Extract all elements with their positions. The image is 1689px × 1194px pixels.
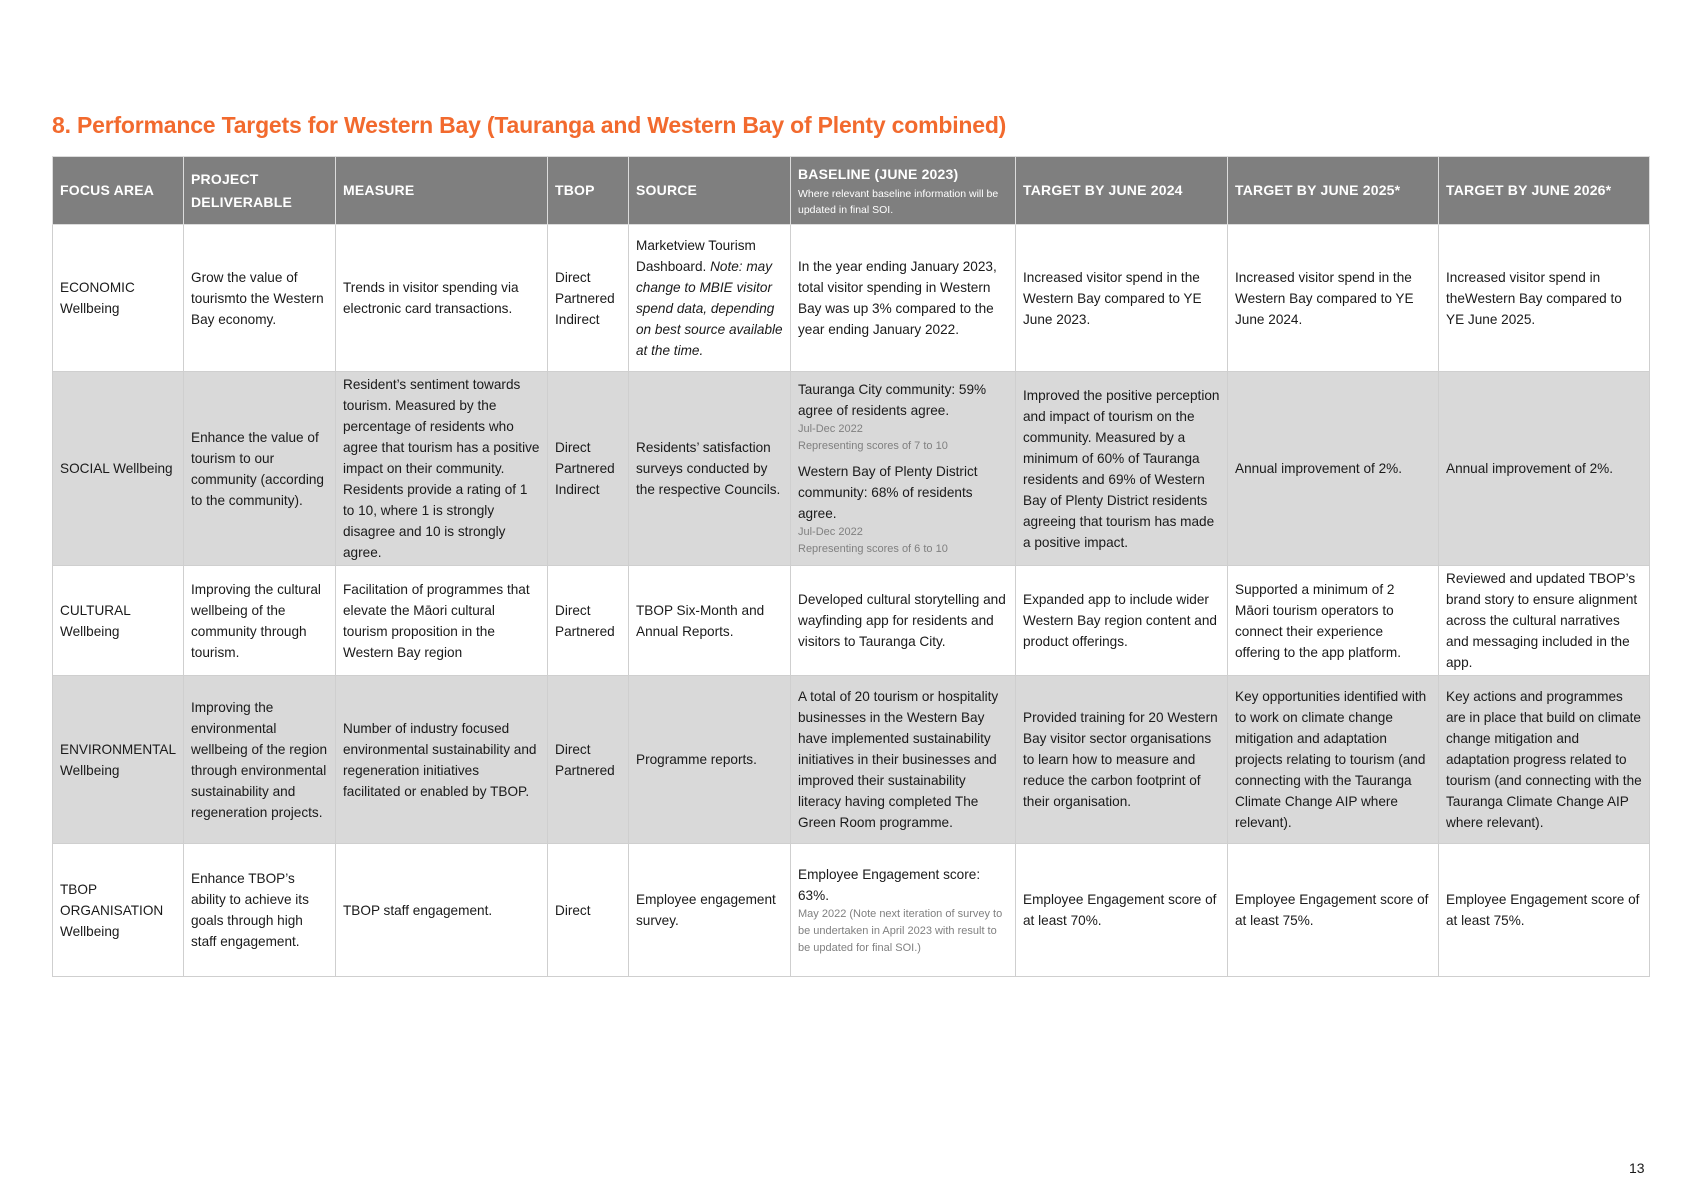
cell-target-2024: Increased visitor spend in the Western Bay compared to YE June 2023.	[1016, 225, 1228, 372]
cell-tbop: Direct Partnered Indirect	[548, 372, 629, 566]
cell-target-2026: Reviewed and updated TBOP’s brand story to ensure alignment across the cultural narratives and messaging included in the app.	[1439, 566, 1650, 676]
header-baseline-title: BASELINE (JUNE 2023)	[798, 166, 959, 182]
page-number: 13	[1629, 1160, 1645, 1176]
cell-target-2025: Increased visitor spend in the Western Bay compared to YE June 2024.	[1228, 225, 1439, 372]
header-target-2025: TARGET BY JUNE 2025*	[1228, 157, 1439, 225]
cell-source	[629, 225, 791, 372]
cell-source: Employee engagement survey.	[629, 844, 791, 977]
cell-tbop: Direct Partnered Indirect	[548, 225, 629, 372]
performance-targets-table	[52, 156, 1650, 977]
cell-target-2025: Annual improvement of 2%.	[1228, 372, 1439, 566]
cell-focus-area: ENVIRONMENTAL Wellbeing	[53, 676, 184, 844]
baseline-wbop: Western Bay of Plenty District community: 68% of residents agree.	[798, 464, 978, 521]
cell-baseline: In the year ending January 2023, total visitor spending in Western Bay was up 3% compared to the year ending January 2022.	[791, 225, 1016, 372]
cell-source: TBOP Six-Month and Annual Reports.	[629, 566, 791, 676]
header-source: SOURCE	[629, 157, 791, 225]
cell-baseline	[791, 372, 1016, 566]
cell-project-deliverable: Improving the environmental wellbeing of the region through environmental sustainability and regeneration projects.	[184, 676, 336, 844]
header-target-2026: TARGET BY JUNE 2026*	[1439, 157, 1650, 225]
baseline-wbop-period: Jul-Dec 2022	[798, 526, 863, 538]
header-target-2024: TARGET BY JUNE 2024	[1016, 157, 1228, 225]
cell-baseline: A total of 20 tourism or hospitality businesses in the Western Bay have implemented sustainability initiatives in their businesses and improved their sustainability literacy having completed The Green Room programme.	[791, 676, 1016, 844]
cell-target-2026: Key actions and programmes are in place that build on climate change mitigation and adaptation progress related to tourism (and connecting with the Tauranga Climate Change AIP where relevant).	[1439, 676, 1650, 844]
cell-baseline	[791, 844, 1016, 977]
header-baseline	[791, 157, 1016, 225]
cell-target-2026: Annual improvement of 2%.	[1439, 372, 1650, 566]
table-row-environmental	[53, 676, 1650, 844]
header-tbop: TBOP	[548, 157, 629, 225]
cell-target-2026: Employee Engagement score of at least 75%.	[1439, 844, 1650, 977]
cell-focus-area: ECONOMIC Wellbeing	[53, 225, 184, 372]
table-row-cultural	[53, 566, 1650, 676]
table-row-organisation	[53, 844, 1650, 977]
cell-focus-area: SOCIAL Wellbeing	[53, 372, 184, 566]
cell-baseline: Developed cultural storytelling and wayfinding app for residents and visitors to Tauranga City.	[791, 566, 1016, 676]
baseline-tauranga: Tauranga City community: 59% agree of residents agree.	[798, 382, 987, 418]
cell-measure: Trends in visitor spending via electronic card transactions.	[336, 225, 548, 372]
cell-measure: TBOP staff engagement.	[336, 844, 548, 977]
cell-project-deliverable: Enhance TBOP’s ability to achieve its goals through high staff engagement.	[184, 844, 336, 977]
cell-target-2024: Employee Engagement score of at least 70%.	[1016, 844, 1228, 977]
cell-measure: Resident’s sentiment towards tourism. Measured by the percentage of residents who agree that tourism has a positive impact on their community. Residents provide a rating of 1 to 10, where 1 is strongly disagree and 10 is strongly agree.	[336, 372, 548, 566]
cell-focus-area: CULTURAL Wellbeing	[53, 566, 184, 676]
header-row	[53, 157, 1650, 225]
cell-tbop: Direct	[548, 844, 629, 977]
cell-target-2024: Expanded app to include wider Western Bay region content and product offerings.	[1016, 566, 1228, 676]
table-row-social	[53, 372, 1650, 566]
header-focus-area: FOCUS AREA	[53, 157, 184, 225]
cell-target-2025: Key opportunities identified with to work on climate change mitigation and adaptation projects relating to tourism (and connecting with the Tauranga Climate Change AIP where relevant).	[1228, 676, 1439, 844]
cell-project-deliverable: Improving the cultural wellbeing of the community through tourism.	[184, 566, 336, 676]
cell-tbop: Direct Partnered	[548, 566, 629, 676]
cell-target-2024: Improved the positive perception and impact of tourism on the community. Measured by a minimum of 60% of Tauranga residents and 69% of Western Bay of Plenty District residents agreeing that tourism has made a positive impact.	[1016, 372, 1228, 566]
cell-measure: Facilitation of programmes that elevate the Māori cultural tourism proposition in the Western Bay region	[336, 566, 548, 676]
source-note: Note: may change to MBIE visitor spend data, depending on best source available at the time.	[636, 259, 783, 358]
cell-project-deliverable: Enhance the value of tourism to our community (according to the community).	[184, 372, 336, 566]
cell-target-2026: Increased visitor spend in theWestern Bay compared to YE June 2025.	[1439, 225, 1650, 372]
header-measure: MEASURE	[336, 157, 548, 225]
section-heading: 8. Performance Targets for Western Bay (Tauranga and Western Bay of Plenty combined)	[52, 112, 1007, 138]
cell-target-2025: Supported a minimum of 2 Māori tourism operators to connect their experience offering to the app platform.	[1228, 566, 1439, 676]
cell-measure: Number of industry focused environmental sustainability and regeneration initiatives facilitated or enabled by TBOP.	[336, 676, 548, 844]
baseline-wbop-note: Representing scores of 6 to 10	[798, 543, 948, 555]
cell-target-2025: Employee Engagement score of at least 75%.	[1228, 844, 1439, 977]
cell-target-2024: Provided training for 20 Western Bay visitor sector organisations to learn how to measure and reduce the carbon footprint of their organisation.	[1016, 676, 1228, 844]
baseline-survey-note: May 2022 (Note next iteration of survey to be undertaken in April 2023 with result to be updated for final SOI.)	[798, 907, 1003, 954]
header-baseline-note: Where relevant baseline information will be updated in final SOI.	[798, 188, 999, 216]
cell-focus-area: TBOP ORGANISATION Wellbeing	[53, 844, 184, 977]
source-text: Marketview Tourism Dashboard.	[636, 238, 756, 274]
cell-tbop: Direct Partnered	[548, 676, 629, 844]
header-project-deliverable: PROJECT DELIVERABLE	[184, 157, 336, 225]
table-row-economic	[53, 225, 1650, 372]
baseline-tauranga-note: Representing scores of 7 to 10	[798, 440, 948, 452]
cell-project-deliverable: Grow the value of tourismto the Western Bay economy.	[184, 225, 336, 372]
cell-source: Programme reports.	[629, 676, 791, 844]
cell-source: Residents’ satisfaction surveys conducted by the respective Councils.	[629, 372, 791, 566]
baseline-tauranga-period: Jul-Dec 2022	[798, 423, 863, 435]
baseline-score: Employee Engagement score: 63%.	[798, 866, 981, 903]
